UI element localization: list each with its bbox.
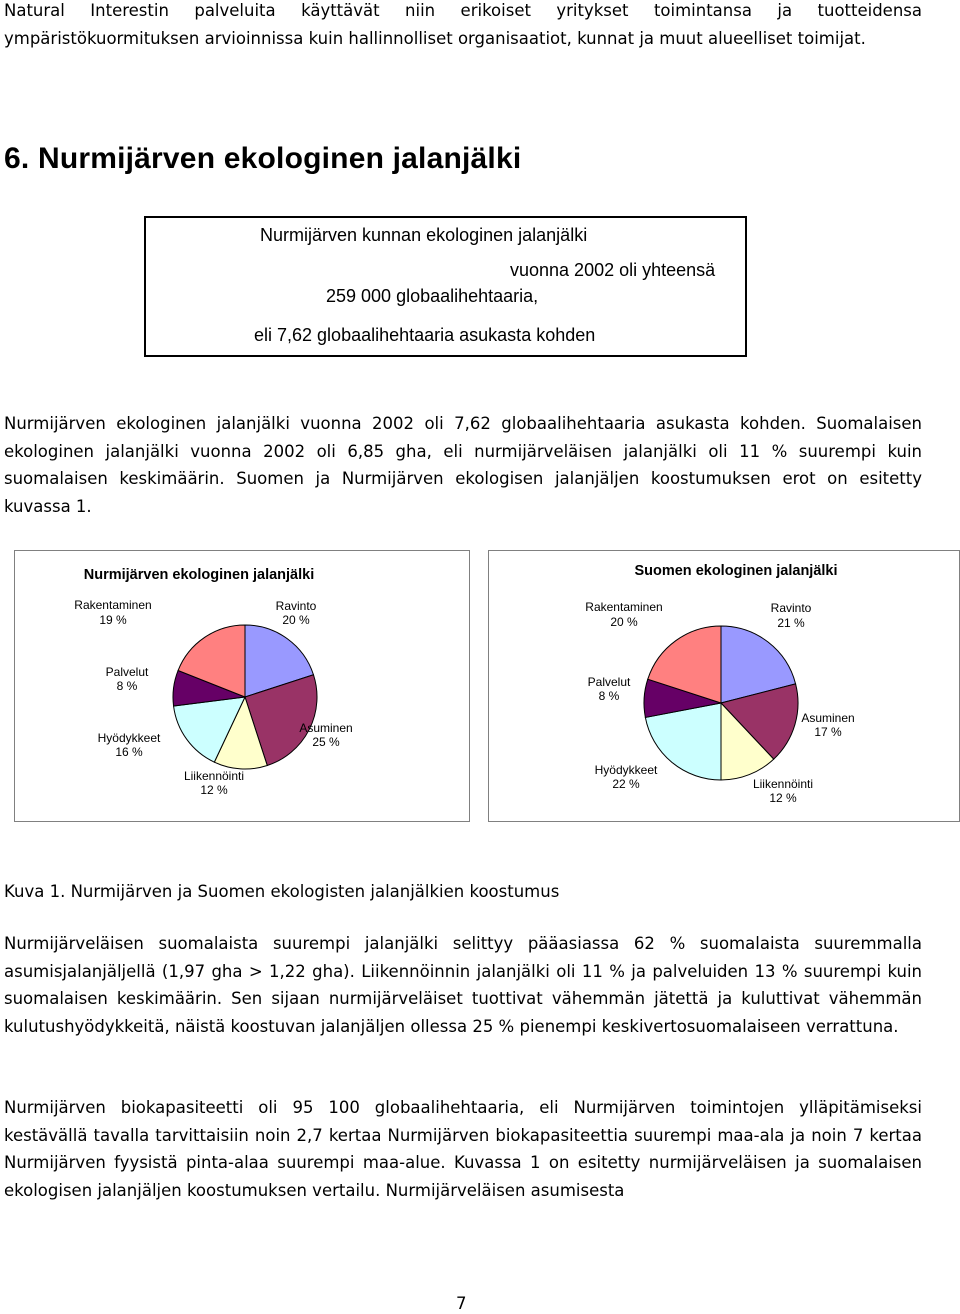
slice-value-palvelut: 8 % xyxy=(598,689,620,703)
slice-label-hyodykkeet: Hyödykkeet xyxy=(97,731,161,745)
paragraph-housing-footprint: Nurmijärveläisen suomalaista suurempi jalanjälki selittyy pääasiassa 62 % suomalaista suuremmalla asumisjalanjäljellä (1,97 gha > 1,22 gha). Liikennöinnin jalanjälki oli 11 % ja palveluiden 13 % suurempi kuin suomalaisen keskimäärin. Sen sijaan nurmijärveläiset tuottivat vähemmän jätettä ja kuluttivat vähemmän kulutushyödykkeitä, näistä koostuvan jalanjäljen ollessa 25 % pienempi keskivertosuomalaiseen verrattuna. xyxy=(4,934,922,1036)
slice-label-rakentaminen: Rakentaminen xyxy=(74,598,152,612)
slice-value-rakentaminen: 20 % xyxy=(610,615,638,629)
slice-label-liikennointi: Liikennöinti xyxy=(183,769,245,783)
chart-suomi xyxy=(488,550,960,822)
slice-label-rakentaminen: Rakentaminen xyxy=(585,600,663,614)
slice-value-liikennointi: 12 % xyxy=(769,791,797,805)
summary-box xyxy=(144,216,747,357)
slice-value-asuminen: 17 % xyxy=(814,725,842,739)
slice-value-asuminen: 25 % xyxy=(312,735,340,749)
slice-label-liikennointi: Liikennöinti xyxy=(752,777,814,791)
section-heading: 6. Nurmijärven ekologinen jalanjälki xyxy=(4,142,522,175)
slice-value-ravinto: 20 % xyxy=(282,613,310,627)
slice-value-ravinto: 21 % xyxy=(777,616,805,630)
slice-value-palvelut: 8 % xyxy=(116,679,138,693)
summary-line-2: vuonna 2002 oli yhteensä xyxy=(510,260,716,280)
page-number: 7 xyxy=(456,1294,467,1313)
slice-value-rakentaminen: 19 % xyxy=(99,613,127,627)
nurmijarvi-pie-chart xyxy=(15,551,469,821)
intro-paragraph: Natural Interestin palveluita käyttävät niin erikoiset yritykset toimintansa ja tuotteidensa ympäristökuormituksen arvioinnissa kuin hallinnolliset organisaatiot, kunnat ja muut alueelliset toimijat. xyxy=(4,1,922,48)
paragraph-biocapacity: Nurmijärven biokapasiteetti oli 95 100 globaalihehtaaria, eli Nurmijärven toimintojen ylläpitämiseksi kestävällä tavalla tarvittaisiin noin 2,7 kertaa Nurmijärven biokapasiteettia suurempi maa-ala ja noin 7 kertaa Nurmijärven fyysistä pinta-alaa suurempi maa-alue. Kuvassa 1 on esitetty nurmijärveläisen ja suomalaisen ekologisen jalanjäljen koostumuksen vertailu. Nurmijärveläisen asumisesta xyxy=(4,1098,922,1200)
slice-value-hyodykkeet: 16 % xyxy=(115,745,143,759)
summary-line-4: eli 7,62 globaalihehtaaria asukasta kohden xyxy=(254,325,596,345)
chart-nurmijarvi xyxy=(14,550,470,822)
slice-label-asuminen: Asuminen xyxy=(299,721,353,735)
slice-label-ravinto: Ravinto xyxy=(770,601,812,615)
suomi-chart-title: Suomen ekologinen jalanjälki xyxy=(634,563,838,579)
nurmijarvi-chart-title: Nurmijärven ekologinen jalanjälki xyxy=(83,567,315,583)
slice-label-asuminen: Asuminen xyxy=(801,711,855,725)
slice-label-palvelut: Palvelut xyxy=(587,675,631,689)
slice-value-hyodykkeet: 22 % xyxy=(612,777,640,791)
slice-label-hyodykkeet: Hyödykkeet xyxy=(594,763,658,777)
slice-label-ravinto: Ravinto xyxy=(275,599,317,613)
slice-value-liikennointi: 12 % xyxy=(200,783,228,797)
summary-line-3: 259 000 globaalihehtaaria, xyxy=(326,286,539,306)
paragraph-footprint-comparison: Nurmijärven ekologinen jalanjälki vuonna 2002 oli 7,62 globaalihehtaaria asukasta kohden. Suomalaisen ekologinen jalanjälki vuonna 2002 oli 6,85 gha, eli nurmijärveläisen jalanjälki oli 11 % suurempi kuin suomalaisen keskimäärin. Suomen ja Nurmijärven ekologisen jalanjäljen koostumuksen erot on esitetty kuvassa 1. xyxy=(4,414,922,516)
summary-line-1: Nurmijärven kunnan ekologinen jalanjälki xyxy=(260,225,588,245)
slice-label-palvelut: Palvelut xyxy=(105,665,149,679)
figure-caption: Kuva 1. Nurmijärven ja Suomen ekologisten jalanjälkien koostumus xyxy=(4,882,560,901)
suomi-pie-chart xyxy=(489,551,959,821)
